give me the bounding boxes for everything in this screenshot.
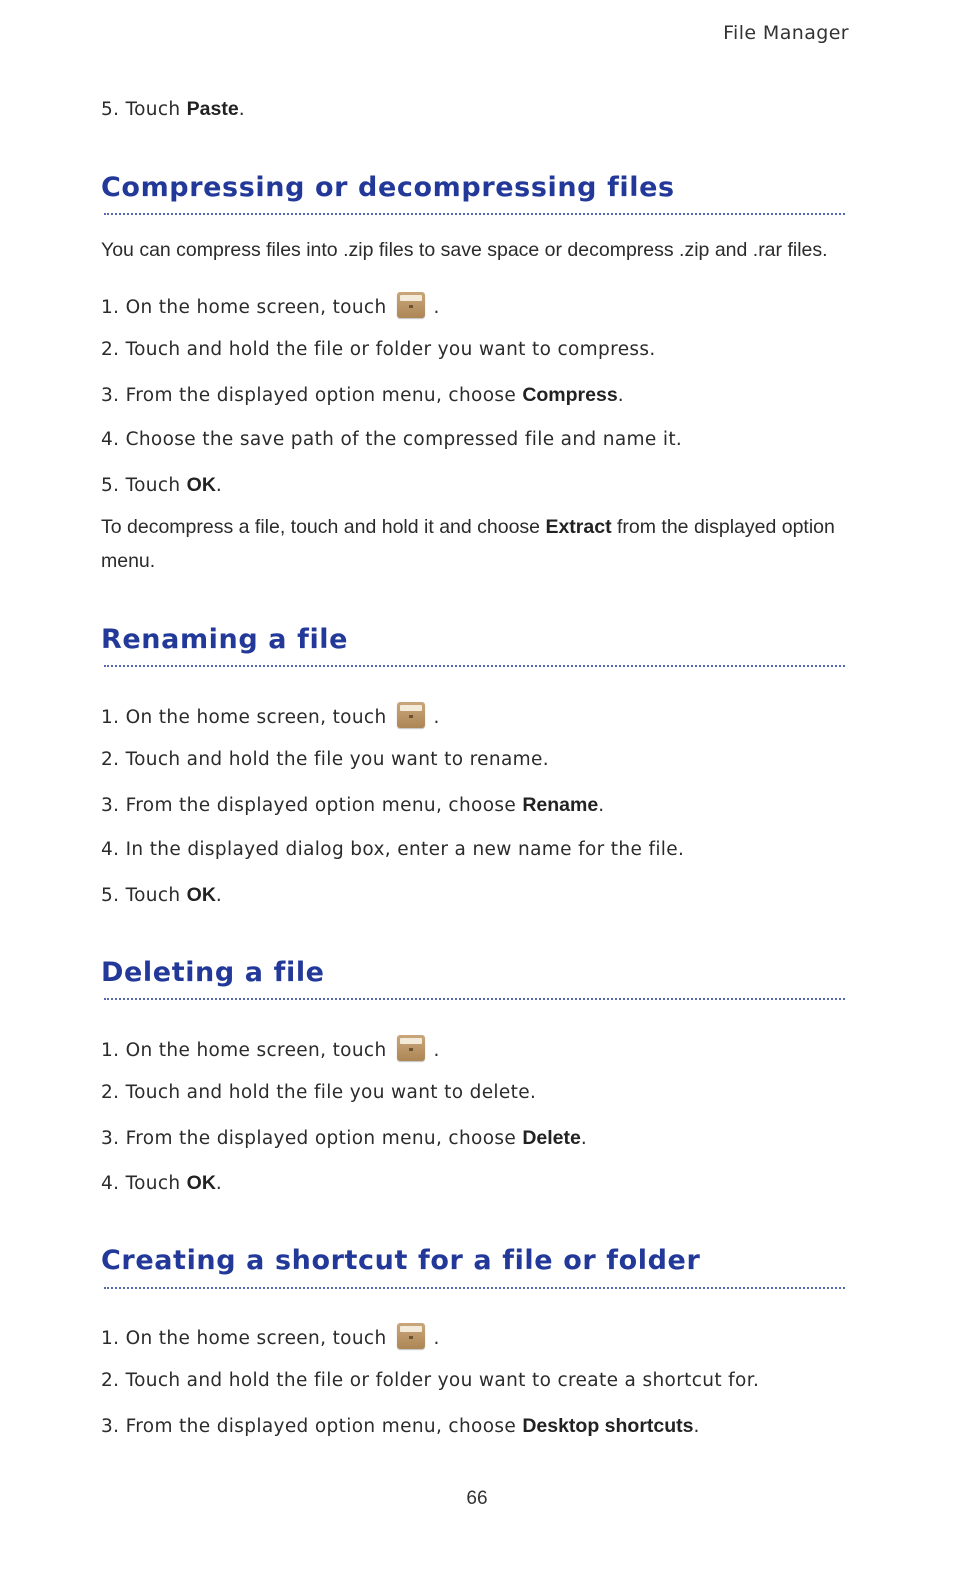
delete-step-3: 3. From the displayed option menu, choose Delete. <box>101 1127 588 1149</box>
rename-step-5: 5. Touch OK. <box>101 884 223 906</box>
section-divider <box>104 213 845 215</box>
rename-step-2: 2. Touch and hold the file you want to rename. <box>101 749 549 770</box>
delete-step-4: 4. Touch OK. <box>101 1172 223 1194</box>
compress-step-3: 3. From the displayed option menu, choose Compress. <box>101 384 624 406</box>
delete-step-1: 1. On the home screen, touch . <box>101 1035 440 1063</box>
shortcut-step-2: 2. Touch and hold the file or folder you want to create a shortcut for. <box>101 1370 760 1391</box>
rename-step-4: 4. In the displayed dialog box, enter a new name for the file. <box>101 839 685 860</box>
file-manager-icon <box>397 292 425 318</box>
section-heading-compress: Compressing or decompressing files <box>101 172 675 203</box>
rename-step-1: 1. On the home screen, touch . <box>101 702 440 730</box>
compress-step-2: 2. Touch and hold the file or folder you want to compress. <box>101 339 656 360</box>
section-divider <box>104 1287 845 1289</box>
file-manager-icon <box>397 1035 425 1061</box>
page-header: File Manager <box>723 22 849 44</box>
decompress-note: To decompress a file, touch and hold it and choose Extract from the displayed option menu. <box>101 516 835 572</box>
compress-step-5: 5. Touch OK. <box>101 474 223 496</box>
file-manager-icon <box>397 702 425 728</box>
section-divider <box>104 665 845 667</box>
compress-intro: You can compress files into .zip files to save space or decompress .zip and .rar files. <box>101 239 828 261</box>
shortcut-step-3: 3. From the displayed option menu, choose Desktop shortcuts. <box>101 1415 700 1437</box>
section-heading-delete: Deleting a file <box>101 957 325 988</box>
paste-step: 5. Touch Paste. <box>101 98 245 120</box>
shortcut-step-1: 1. On the home screen, touch . <box>101 1323 440 1351</box>
section-divider <box>104 998 845 1000</box>
section-heading-rename: Renaming a file <box>101 624 349 655</box>
compress-step-1: 1. On the home screen, touch . <box>101 292 440 320</box>
delete-step-2: 2. Touch and hold the file you want to delete. <box>101 1082 537 1103</box>
page-number: 66 <box>466 1488 488 1509</box>
file-manager-icon <box>397 1323 425 1349</box>
compress-step-4: 4. Choose the save path of the compressed file and name it. <box>101 429 683 450</box>
rename-step-3: 3. From the displayed option menu, choose Rename. <box>101 794 605 816</box>
section-heading-shortcut: Creating a shortcut for a file or folder <box>101 1245 701 1276</box>
